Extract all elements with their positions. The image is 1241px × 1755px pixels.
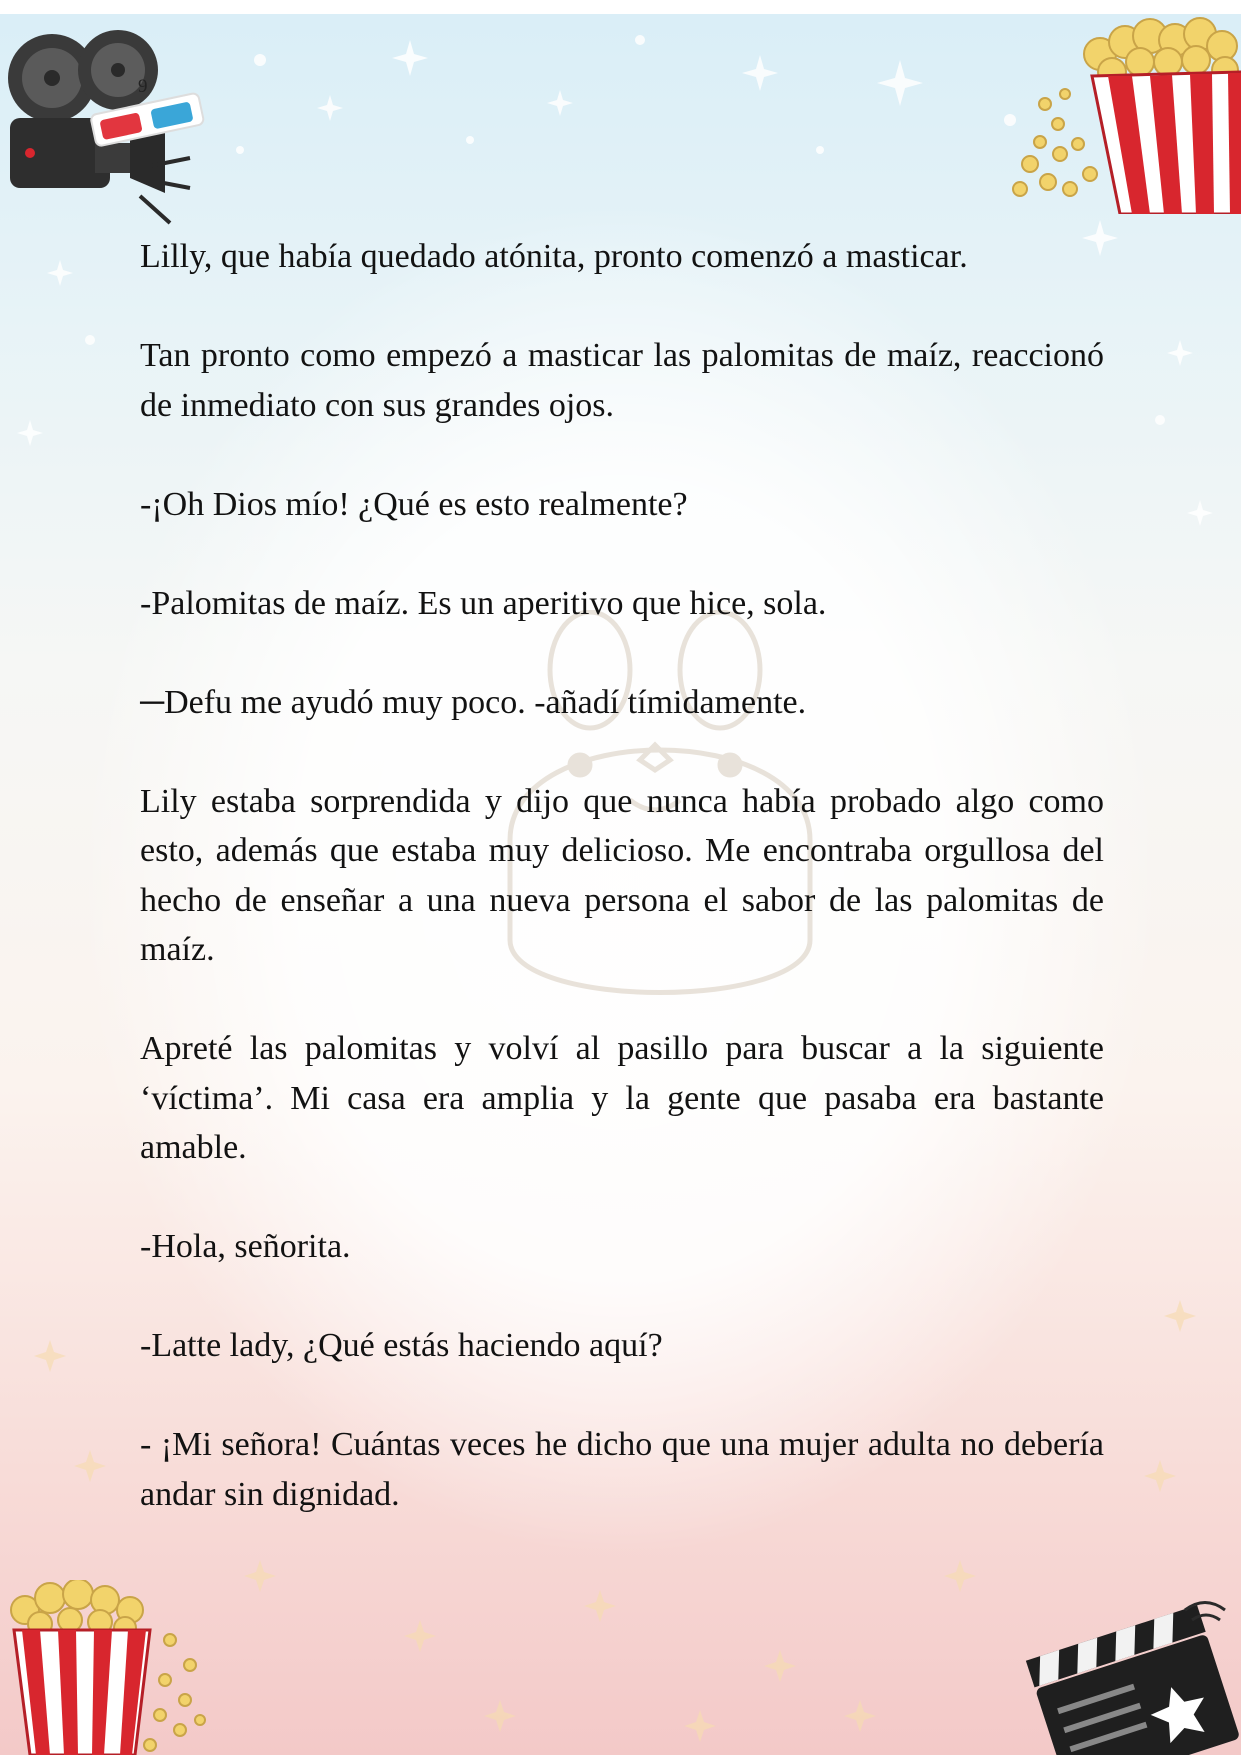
paragraph: - ¡Mi señora! Cuántas veces he dicho que una mujer adulta no debería andar sin dignidad. bbox=[140, 1426, 1104, 1513]
page-number: 9 bbox=[138, 76, 148, 97]
film-projector-icon bbox=[0, 18, 210, 228]
story-text bbox=[140, 232, 1104, 1569]
paragraph: -Hola, señorita. bbox=[140, 1228, 351, 1265]
paragraph: -¡Oh Dios mío! ¿Qué es esto realmente? bbox=[140, 485, 688, 523]
paragraph: Lily estaba sorprendida y dijo que nunca había probado algo como esto, además que estaba muy delicioso. Me encontraba orgullosa del hecho de enseñar a una nueva persona el sabor de las palomitas de maíz. bbox=[140, 782, 1104, 968]
paragraph: Lilly, que había quedado atónita, pronto comenzó a masticar. bbox=[140, 238, 968, 275]
paragraph: Apreté las palomitas y volví al pasillo para buscar a la siguiente ‘víctima’. Mi casa era amplia y la gente que pasaba era bastante amable. bbox=[140, 1030, 1104, 1166]
paragraph: -Palomitas de maíz. Es un aperitivo que hice, sola. bbox=[140, 584, 827, 622]
paragraph: -Latte lady, ¿Qué estás haciendo aquí? bbox=[140, 1327, 663, 1364]
popcorn-bucket-icon bbox=[1000, 14, 1241, 214]
popcorn-bucket-icon bbox=[0, 1580, 230, 1755]
paragraph: Tan pronto como empezó a masticar las palomitas de maíz, reaccionó de inmediato con sus grandes ojos. bbox=[140, 337, 1104, 424]
clapperboard-icon bbox=[1010, 1590, 1241, 1755]
paragraph: ─Defu me ayudó muy poco. -añadí tímidamente. bbox=[140, 683, 807, 721]
